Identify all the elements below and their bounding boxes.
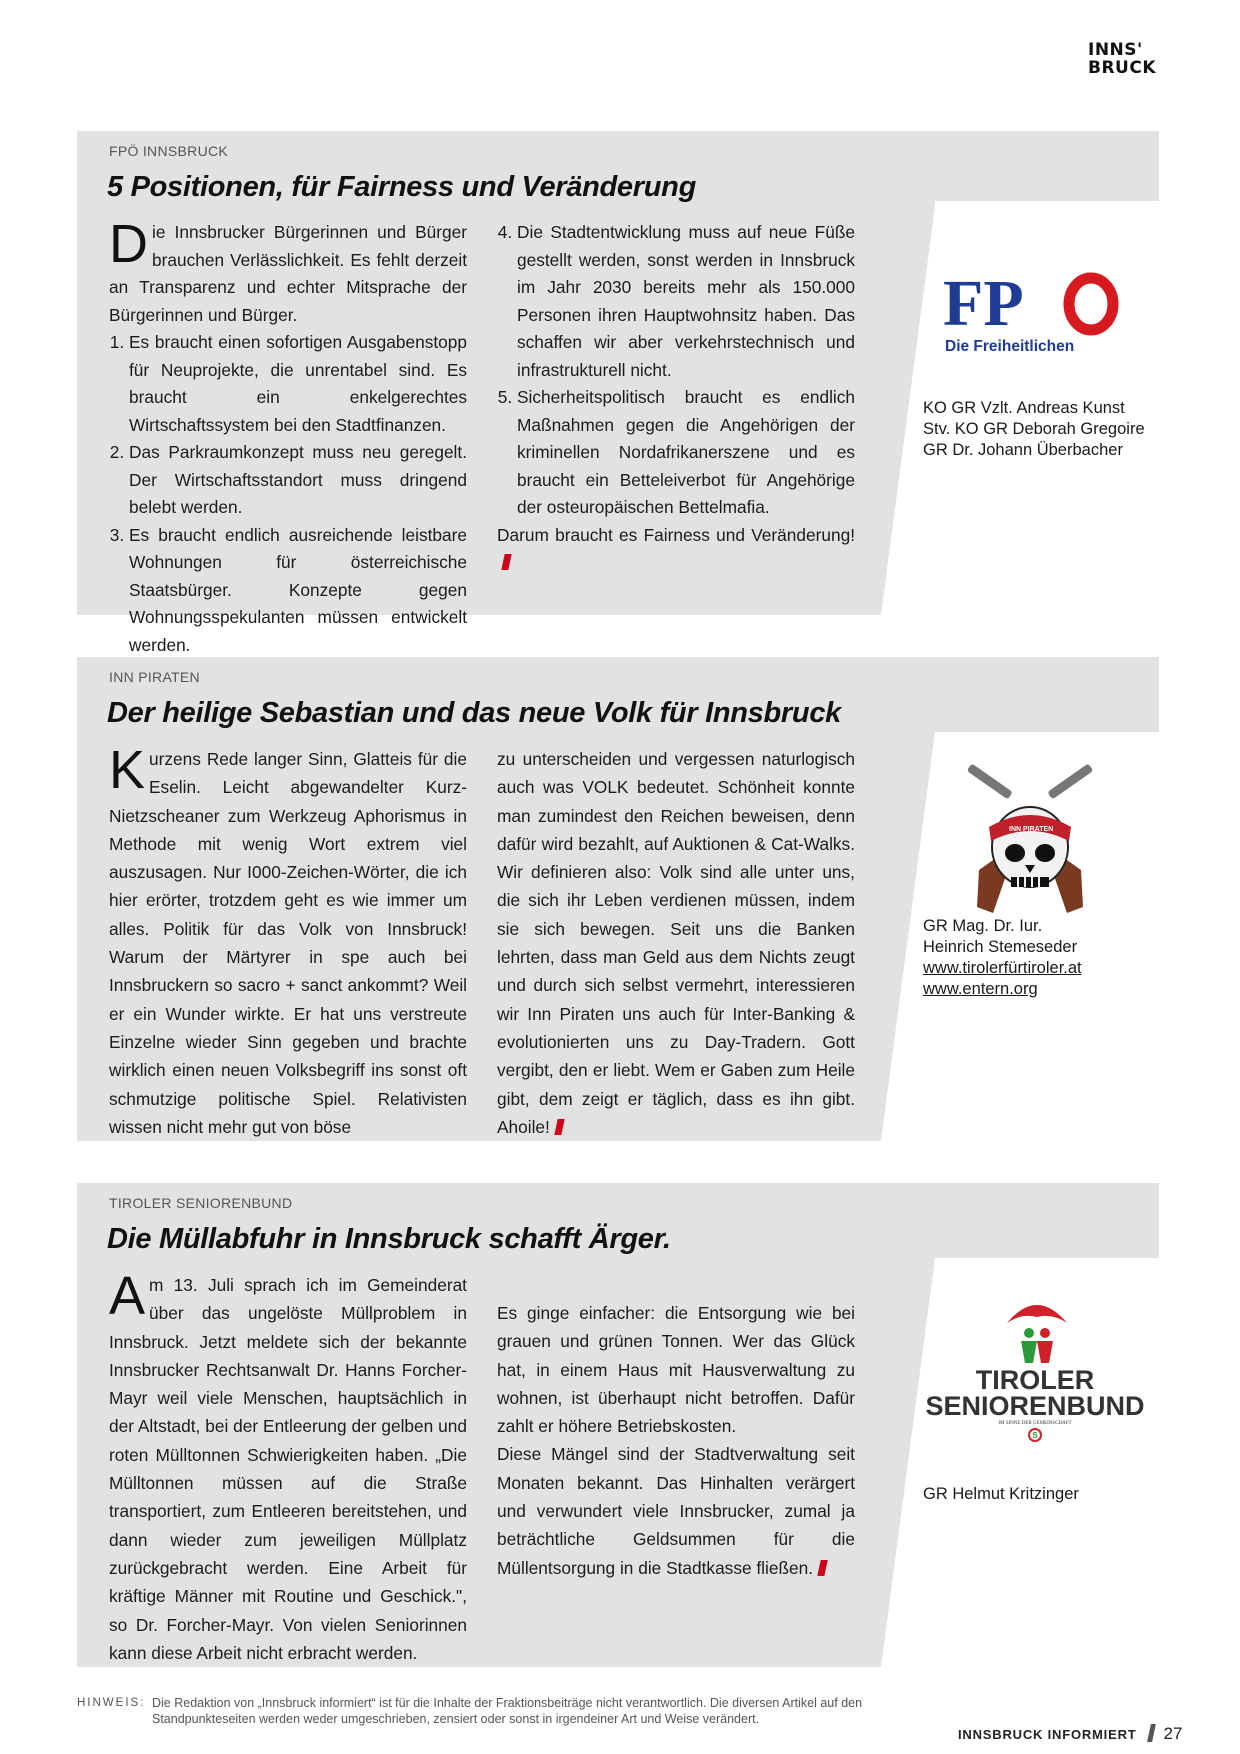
seniorenbund-logo: [925, 1291, 1145, 1445]
footer-label: HINWEIS:: [77, 1697, 146, 1709]
member-name: KO GR Vzlt. Andreas Kunst: [923, 399, 1125, 417]
article-column-left: [109, 1266, 467, 1663]
section-inn-piraten: [77, 657, 1159, 1141]
intro-paragraph: ie Innsbrucker Bürgerinnen und Bürger brauchen Verlässlichkeit. Es fehlt derzeit an Transparenz und echter Mitsprache der Bürgerinnen und Bürger.: [109, 222, 467, 325]
closing-text: Darum braucht es Fairness und Veränderung!: [497, 524, 855, 545]
list-item: 4. Die Stadtentwicklung muss auf neue Füße gestellt werden, sonst werden in Innsbruck im Jahr 2030 bereits mehr als 150.000 Personen ihren Hauptwohnsitz haben. Das schaffen wir aber verkehrstechnisch und infrastrukturell nicht.: [517, 219, 855, 384]
list-item: [129, 522, 467, 660]
section-kicker: FPÖ INNSBRUCK: [109, 143, 229, 159]
section-seniorenbund: [77, 1183, 1159, 1667]
fpo-sub: Die Freiheitlichen: [945, 338, 1075, 355]
article-paragraph: urzens Rede langer Sinn, Glatteis für die Eselin. Leicht abgewandelter Kurz-Nietzscheaner zum Werkzeug Aphorismus in Methode mit wenig Wort extrem viel auszusagen. Nur I000-Zeichen-Wörter, die ich hier erörter, trotzdem geht es wie immer um alles. Politik für das Volk von Innsbruck! Warum der Märtyrer in spe auch bei Innsbruckern so sacro + sanct ankommt? Weil er ein Wunder wirkte. Er hat uns verstreute Einzelne wieder Sinn gegeben und brachte wirklich einen neuen Volksbegriff ins sonst oft schmutzige politische Spiel. Relativisten wissen nicht mehr gut von böse: [109, 749, 467, 1137]
footer-text: Die Redaktion von „Innsbruck informiert“ ist für die Inhalte der Fraktionsbeiträge nicht verantwortlich. Die diversen Artikel auf den Standpunkteseiten werden weder umgeschrieben, zensiert oder sonst in irgendeiner Art und Weise verändert.: [152, 1696, 863, 1726]
link-tirolerfuertiroler[interactable]: www.tirolerfürtiroler.at: [923, 959, 1082, 977]
members-list: [923, 398, 1153, 461]
list-item: 2. Das Parkraumkonzept muss neu geregelt. Der Wirtschaftsstandort muss dringend belebt werden.: [129, 439, 467, 522]
end-mark-icon: [554, 1119, 564, 1135]
list-item: 5. Sicherheitspolitisch braucht es endlich Maßnahmen gegen die Angehörigen der kriminellen Nordafrikanerszene und es braucht ein Betteleiverbot für Angehörige der osteuropäischen Bettelmafia.: [517, 384, 855, 522]
list-item-text: Es braucht endlich ausreichende leistbare Wohnungen für österreichische Staatsbürger. Konzepte gegen Wohnungsspekulanten müssen entwickelt werden.: [129, 524, 467, 655]
positions-list-cont: [497, 219, 855, 522]
article-text: Diese Mängel sind der Stadtverwaltung seit Monaten bekannt. Das Hinhalten verärgert und verwundert viele Innsbrucker, zumal ja beträchtliche Geldsummen für die Müllentsorgung in die Stadtkasse fließen.: [497, 1444, 855, 1578]
positions-list: [109, 329, 467, 659]
section-title: Die Müllabfuhr in Innsbruck schafft Ärger.: [107, 1223, 671, 1255]
drop-cap: A: [109, 1266, 146, 1326]
section-kicker: TIROLER SENIORENBUND: [109, 1195, 293, 1211]
article-column-right: [497, 745, 855, 1141]
member-name: Stv. KO GR Deborah Gregoire: [923, 420, 1145, 438]
end-mark-icon: [501, 554, 511, 570]
closing-paragraph: [497, 522, 855, 577]
section-title: Der heilige Sebastian und das neue Volk für Innsbruck: [107, 697, 841, 729]
logo-line-2: SENIORENBUND: [925, 1391, 1145, 1421]
member-name: Heinrich Stemeseder: [923, 938, 1078, 956]
article-paragraph-cont: [497, 745, 855, 1141]
member-name: GR Mag. Dr. Iur.: [923, 917, 1043, 935]
end-mark-icon: [817, 1560, 827, 1576]
member-name: GR Helmut Kritzinger: [923, 1485, 1079, 1503]
fpo-umlaut: ••: [1085, 268, 1095, 283]
section-kicker: INN PIRATEN: [109, 669, 200, 685]
fpo-logo: [943, 267, 1123, 357]
article-paragraph: [497, 1440, 855, 1581]
drop-cap: D: [109, 214, 148, 274]
members-list: [923, 1484, 1153, 1505]
logo-line-1: INNS': [1088, 40, 1143, 60]
inn-piraten-logo: [965, 775, 1095, 929]
fpo-letters: FP: [943, 267, 1024, 340]
fpo-o-ring: [1069, 278, 1113, 330]
link-entern[interactable]: www.entern.org: [923, 980, 1038, 998]
people-icon: [1021, 1328, 1053, 1363]
article-text: zu unterscheiden und vergessen naturlogisch auch was VOLK bedeutet. Schönheit konnte man zumindest den Reichen beweisen, denn dafür wird bezahlt, auf Auktionen & Cat-Walks. Wir definieren also: Volk sind alle unter uns, die sich ihr Leben verdienen müssen, indem sie sich bewegen. Seit uns die Banken lehrten, dass man Geld aus dem Nichts zeugt und durch sich selbst vermehrt, interessieren wir Inn Piraten uns auch für Inter-Banking & evolutionierten uns zu Day-Tradern. Gott vergibt, den er liebt. Wem er Gaben zum Heile gibt, dem zeigt er täglich, dass es ihn gibt. Ahoile!: [497, 749, 855, 1137]
umbrella-icon: [1007, 1305, 1067, 1323]
member-name: GR Dr. Johann Überbacher: [923, 441, 1123, 459]
article-paragraph: m 13. Juli sprach ich im Gemeinderat über das ungelöste Müllproblem in Innsbruck. Jetzt meldete sich der bekannte Innsbrucker Rechtsanwalt Dr. Hanns Forcher-Mayr weil viele Menschen, hauptsächlich in der Altstadt, bei der Entleerung der gelben und roten Mülltonnen Schwierigkeiten haben. „Die Mülltonnen müssen auf die Straße transportiert, zum Entleeren bereitstehen, und dann wieder zum jeweiligen Müllplatz zurückgebracht werden. Eine Arbeit für kräftige Männer mit Routine und Geschick.", so Dr. Forcher-Mayr. Von vielen Seniorinnen kann diese Arbeit nicht erbracht werden.: [109, 1275, 467, 1663]
article-column-left: [109, 740, 467, 1141]
logo-line-2: BRUCK: [1088, 58, 1157, 78]
logo-tagline: IM SINNE DER GEMEINSCHAFT: [998, 1421, 1072, 1426]
section-title: 5 Positionen, für Fairness und Veränderung: [107, 171, 696, 203]
section-fpo: [77, 131, 1159, 655]
article-column-right: [497, 1299, 855, 1582]
drop-cap: K: [109, 740, 146, 800]
page-number: 27: [1163, 1724, 1183, 1743]
logo-line-1: TIROLER: [975, 1365, 1095, 1395]
bandana-text: INN PIRATEN: [1009, 826, 1054, 833]
page-footer: [958, 1724, 1182, 1744]
footer-divider-icon: [1147, 1724, 1156, 1742]
article-column-right: [497, 219, 855, 577]
article-paragraph: Es ginge einfacher: die Entsorgung wie bei grauen und grünen Tonnen. Wer das Glück hat, in einem Haus mit Hausverwaltung zu wohnen, ist überhaupt nicht betroffen. Dafür zahlt er höhere Betriebskosten.: [497, 1303, 855, 1437]
badge-letter: S: [1032, 1431, 1038, 1440]
innsbruck-logo: [1088, 41, 1168, 77]
footer-brand: INNSBRUCK INFORMIERT: [958, 1727, 1137, 1742]
list-item: 1. Es braucht einen sofortigen Ausgabenstopp für Neuprojekte, die unrentabel sind. Es braucht ein enkelgerechtes Wirtschaftssystem bei den Stadtfinanzen.: [129, 329, 467, 439]
members-list: [923, 916, 1153, 1000]
article-column-left: [109, 214, 467, 655]
